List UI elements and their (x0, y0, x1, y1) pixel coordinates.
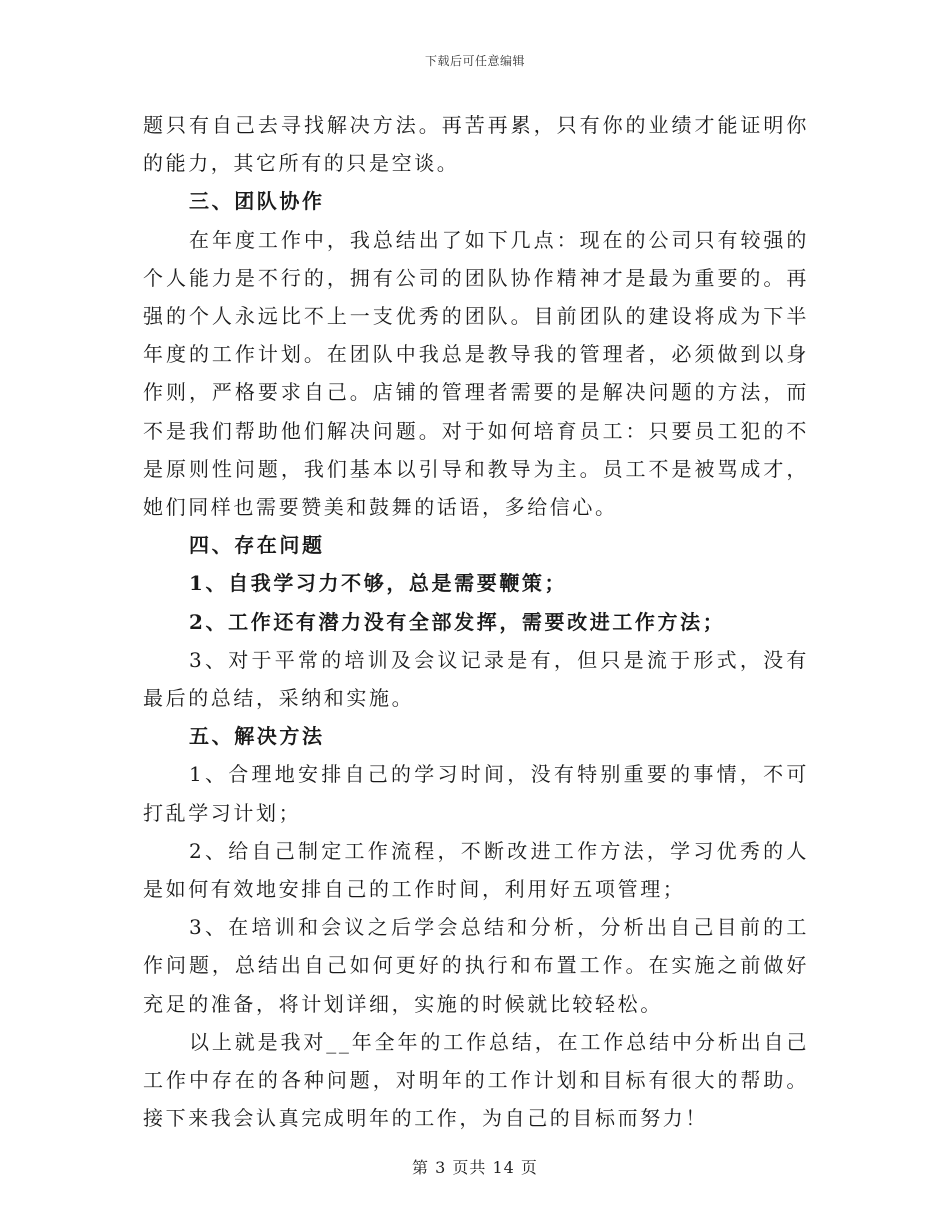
problem-item-1: 1、自我学习力不够，总是需要鞭策； (189, 571, 568, 596)
problem-item-2: 2、工作还有潜力没有全部发挥，需要改进工作方法； (189, 609, 726, 634)
section-heading-team: 三、团队协作 (189, 189, 325, 214)
body-paragraph: 题只有自己去寻找解决方法。再苦再累，只有你的业绩才能证明你的能力，其它所有的只是空谈。 (143, 113, 809, 176)
solution-item-1: 1、合理地安排自己的学习时间，没有特别重要的事情，不可打乱学习计划； (143, 762, 809, 825)
body-paragraph: 在年度工作中，我总结出了如下几点：现在的公司只有较强的个人能力是不行的，拥有公司的团队协作精神才是最为重要的。再强的个人永远比不上一支优秀的团队。目前团队的建设将成为下半年度的工作计划。在团队中我总是教导我的管理者，必须做到以身作则，严格要求自己。店铺的管理者需要的是解决问题的方法，而不是我们帮助他们解决问题。对于如何培育员工：只要员工犯的不是原则性问题，我们基本以引导和教导为主。员工不是被骂成才，她们同样也需要赞美和鼓舞的话语，多给信心。 (143, 227, 809, 520)
section-heading-solutions: 五、解决方法 (189, 724, 325, 749)
document-body (143, 106, 809, 1137)
section-heading-problems: 四、存在问题 (189, 533, 325, 558)
page-header: 下载后可任意编辑 (424, 54, 525, 68)
problem-item-3: 3、对于平常的培训及会议记录是有，但只是流于形式，没有最后的总结，采纳和实施。 (143, 647, 809, 711)
solution-item-3: 3、在培训和会议之后学会总结和分析，分析出自己目前的工作问题，总结出自己如何更好的执行和布置工作。在实施之前做好充足的准备，将计划详细，实施的时候就比较轻松。 (143, 915, 809, 1016)
page-number: 第 3 页共 14 页 (412, 1158, 538, 1177)
solution-item-2: 2、给自己制定工作流程，不断改进工作方法，学习优秀的人是如何有效地安排自己的工作时间，利用好五项管理； (143, 838, 809, 902)
closing-paragraph: 以上就是我对__年全年的工作总结，在工作总结中分析出自己工作中存在的各种问题，对明年的工作计划和目标有很大的帮助。接下来我会认真完成明年的工作，为自己的目标而努力！ (143, 1029, 809, 1131)
